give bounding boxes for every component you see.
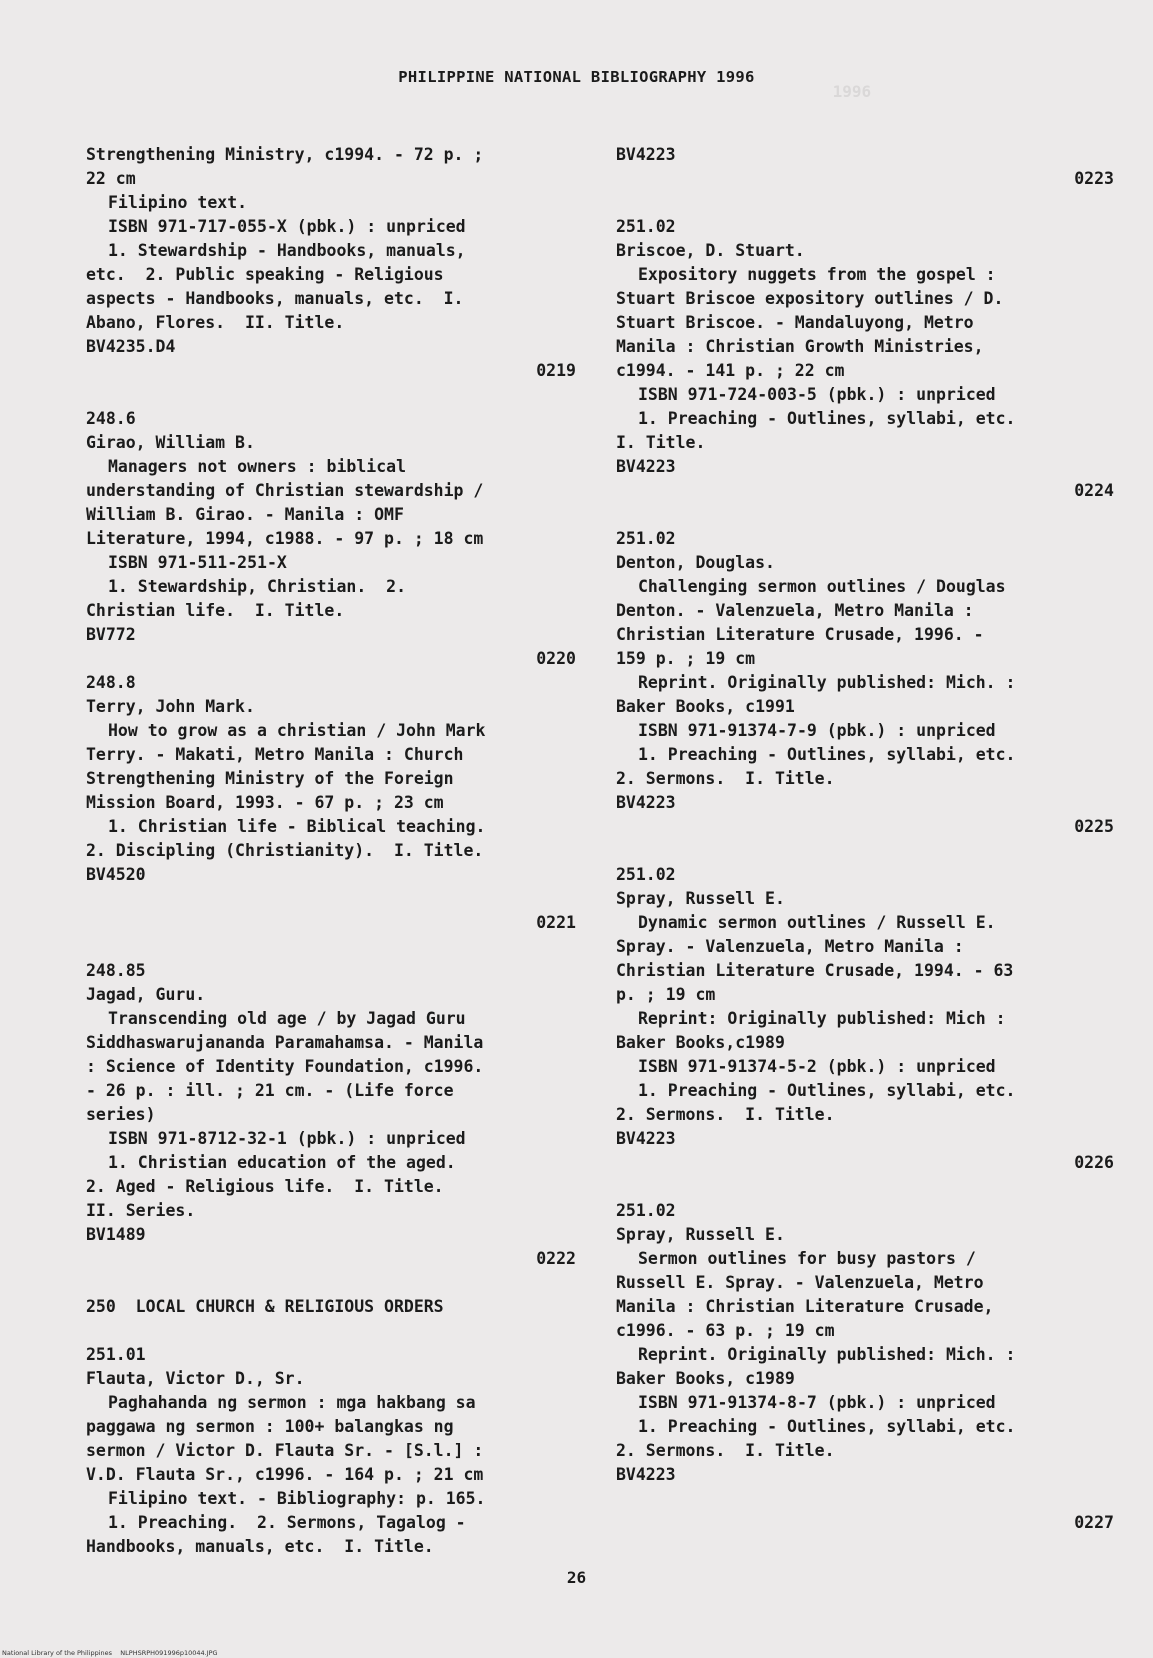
entry-line-indented: ISBN 971-91374-5-2 (pbk.) : unpriced <box>638 1057 996 1076</box>
entry-line: BV4223 <box>616 457 676 476</box>
entry-line: I. Title. <box>616 433 706 452</box>
entry-number: 0227 <box>1074 1513 1114 1532</box>
entry-line: Jagad, Guru. <box>86 985 206 1004</box>
entry-line: Russell E. Spray. - Valenzuela, Metro <box>616 1273 984 1292</box>
entry-line: : Science of Identity Foundation, c1996. <box>86 1057 484 1076</box>
entry-line: BV4223 <box>616 793 676 812</box>
entry-number: 0219 <box>536 361 576 380</box>
blank-line <box>86 1271 576 1295</box>
entry-line: 251.02 <box>616 1201 676 1220</box>
entry-line-indented: Filipino text. <box>108 193 248 212</box>
entry-line-indented: 1. Preaching. 2. Sermons, Tagalog - <box>108 1513 466 1532</box>
entry-line-indented: Reprint. Originally published: Mich. : <box>638 673 1016 692</box>
entry-line: 2. Aged - Religious life. I. Title. <box>86 1177 444 1196</box>
entry-line: 251.02 <box>616 529 676 548</box>
entry-line: II. Series. <box>86 1201 196 1220</box>
entry-line-indented: ISBN 971-717-055-X (pbk.) : unpriced <box>108 217 466 236</box>
entry-line: series) <box>86 1105 156 1124</box>
entry-line-indented: Transcending old age / by Jagad Guru <box>108 1009 466 1028</box>
entry-line-indented: Filipino text. - Bibliography: p. 165. <box>108 1489 486 1508</box>
entry-number: 0224 <box>1074 481 1114 500</box>
entry-line-indented: Expository nuggets from the gospel : <box>638 265 996 284</box>
entry-line-indented: ISBN 971-511-251-X <box>108 553 287 572</box>
entry-line: Siddhaswarujananda Paramahamsa. - Manila <box>86 1033 484 1052</box>
entry-line-indented: 1. Stewardship - Handbooks, manuals, <box>108 241 466 260</box>
right-column <box>616 143 1114 1535</box>
entry-line-indented: Dynamic sermon outlines / Russell E. <box>638 913 996 932</box>
entry-line: BV1489 <box>86 1225 146 1244</box>
bleed-through-text: 1996 <box>640 82 872 101</box>
entry-line: Literature, 1994, c1988. - 97 p. ; 18 cm <box>86 529 484 548</box>
entry-line-indented: 1. Preaching - Outlines, syllabi, etc. <box>638 1081 1016 1100</box>
entry-line: paggawa ng sermon : 100+ balangkas ng <box>86 1417 454 1436</box>
blank-line <box>86 935 576 959</box>
entry-line: 251.01 <box>86 1345 146 1364</box>
entry-line: Girao, William B. <box>86 433 255 452</box>
entry-line-indented: Reprint: Originally published: Mich : <box>638 1009 1006 1028</box>
entry-line-indented: Managers not owners : biblical <box>108 457 407 476</box>
entry-line-indented: 1. Preaching - Outlines, syllabi, etc. <box>638 1417 1016 1436</box>
entry-line: Christian Literature Crusade, 1996. - <box>616 625 984 644</box>
entry-line: understanding of Christian stewardship / <box>86 481 484 500</box>
scan-footer: National Library of the Philippines NLPHSRPH091996p10044.JPG <box>2 1649 218 1657</box>
entry-line: Baker Books, c1989 <box>616 1369 795 1388</box>
entry-line-indented: 1. Christian life - Biblical teaching. <box>108 817 486 836</box>
blank-line <box>616 503 1114 527</box>
blank-line <box>86 1319 576 1343</box>
entry-line: 22 cm <box>86 169 136 188</box>
entry-line: Terry. - Makati, Metro Manila : Church <box>86 745 464 764</box>
entry-line: Denton. - Valenzuela, Metro Manila : <box>616 601 974 620</box>
blank-line <box>86 383 576 407</box>
entry-number: 0225 <box>1074 817 1114 836</box>
blank-line <box>616 191 1114 215</box>
entry-line: Spray, Russell E. <box>616 889 785 908</box>
entry-line-indented: 1. Stewardship, Christian. 2. <box>108 577 407 596</box>
page-number: 26 <box>566 1568 587 1587</box>
entry-line: 248.8 <box>86 673 136 692</box>
entry-line: V.D. Flauta Sr., c1996. - 164 p. ; 21 cm <box>86 1465 484 1484</box>
entry-line: BV4223 <box>616 145 676 164</box>
entry-line: p. ; 19 cm <box>616 985 716 1004</box>
entry-line-indented: Reprint. Originally published: Mich. : <box>638 1345 1016 1364</box>
entry-line-indented: How to grow as a christian / John Mark <box>108 721 486 740</box>
entry-line: Mission Board, 1993. - 67 p. ; 23 cm <box>86 793 444 812</box>
entry-line: Stuart Briscoe. - Mandaluyong, Metro <box>616 313 974 332</box>
blank-line <box>616 1487 1114 1511</box>
entry-line: - 26 p. : ill. ; 21 cm. - (Life force <box>86 1081 454 1100</box>
entry-line: Stuart Briscoe expository outlines / D. <box>616 289 1004 308</box>
entry-number: 0220 <box>536 649 576 668</box>
entry-line: 159 p. ; 19 cm <box>616 649 756 668</box>
entry-line-indented: Paghahanda ng sermon : mga hakbang sa <box>108 1393 476 1412</box>
blank-line <box>86 887 576 911</box>
entry-line: Spray, Russell E. <box>616 1225 785 1244</box>
entry-number: 0221 <box>536 913 576 932</box>
entry-line: Abano, Flores. II. Title. <box>86 313 345 332</box>
entry-line: Baker Books, c1991 <box>616 697 795 716</box>
entry-number: 0226 <box>1074 1153 1114 1172</box>
entry-line: Handbooks, manuals, etc. I. Title. <box>86 1537 434 1556</box>
entry-line: 248.6 <box>86 409 136 428</box>
entry-line: c1994. - 141 p. ; 22 cm <box>616 361 845 380</box>
entry-line: Manila : Christian Literature Crusade, <box>616 1297 994 1316</box>
entry-number: 0223 <box>1074 169 1114 188</box>
entry-line-indented: ISBN 971-91374-8-7 (pbk.) : unpriced <box>638 1393 996 1412</box>
entry-line: Terry, John Mark. <box>86 697 255 716</box>
entry-line: BV772 <box>86 625 136 644</box>
entry-line: etc. 2. Public speaking - Religious <box>86 265 444 284</box>
entry-line-indented: Sermon outlines for busy pastors / <box>638 1249 976 1268</box>
entry-line: c1996. - 63 p. ; 19 cm <box>616 1321 835 1340</box>
entry-line: Christian Literature Crusade, 1994. - 63 <box>616 961 1014 980</box>
entry-line: BV4223 <box>616 1129 676 1148</box>
entry-line: BV4235.D4 <box>86 337 176 356</box>
entry-line-indented: ISBN 971-8712-32-1 (pbk.) : unpriced <box>108 1129 466 1148</box>
entry-line-indented: ISBN 971-91374-7-9 (pbk.) : unpriced <box>638 721 996 740</box>
entry-line: Christian life. I. Title. <box>86 601 345 620</box>
entry-line: BV4223 <box>616 1465 676 1484</box>
blank-line <box>616 1175 1114 1199</box>
entry-line: 2. Sermons. I. Title. <box>616 1441 835 1460</box>
left-column <box>86 143 576 1559</box>
entry-number: 0222 <box>536 1249 576 1268</box>
entry-line: 251.02 <box>616 217 676 236</box>
entry-line-indented: ISBN 971-724-003-5 (pbk.) : unpriced <box>638 385 996 404</box>
entry-line: Flauta, Victor D., Sr. <box>86 1369 305 1388</box>
blank-line <box>616 839 1114 863</box>
entry-line: 2. Sermons. I. Title. <box>616 1105 835 1124</box>
entry-line-indented: 1. Preaching - Outlines, syllabi, etc. <box>638 745 1016 764</box>
entry-line: William B. Girao. - Manila : OMF <box>86 505 404 524</box>
entry-line: Strengthening Ministry of the Foreign <box>86 769 454 788</box>
entry-line: 248.85 <box>86 961 146 980</box>
entry-line: Manila : Christian Growth Ministries, <box>616 337 984 356</box>
entry-line-indented: Challenging sermon outlines / Douglas <box>638 577 1006 596</box>
entry-line-indented: 1. Christian education of the aged. <box>108 1153 456 1172</box>
entry-line: 2. Discipling (Christianity). I. Title. <box>86 841 484 860</box>
entry-line: 250 LOCAL CHURCH & RELIGIOUS ORDERS <box>86 1297 444 1316</box>
entry-line: Briscoe, D. Stuart. <box>616 241 805 260</box>
entry-line: sermon / Victor D. Flauta Sr. - [S.l.] : <box>86 1441 484 1460</box>
entry-line: Strengthening Ministry, c1994. - 72 p. ; <box>86 145 484 164</box>
entry-line: Spray. - Valenzuela, Metro Manila : <box>616 937 964 956</box>
entry-line: BV4520 <box>86 865 146 884</box>
page-header: PHILIPPINE NATIONAL BIBLIOGRAPHY 1996 <box>398 68 755 86</box>
entry-line: 2. Sermons. I. Title. <box>616 769 835 788</box>
entry-line: Baker Books,c1989 <box>616 1033 785 1052</box>
entry-line-indented: 1. Preaching - Outlines, syllabi, etc. <box>638 409 1016 428</box>
entry-line: Denton, Douglas. <box>616 553 775 572</box>
entry-line: aspects - Handbooks, manuals, etc. I. <box>86 289 464 308</box>
entry-line: 251.02 <box>616 865 676 884</box>
